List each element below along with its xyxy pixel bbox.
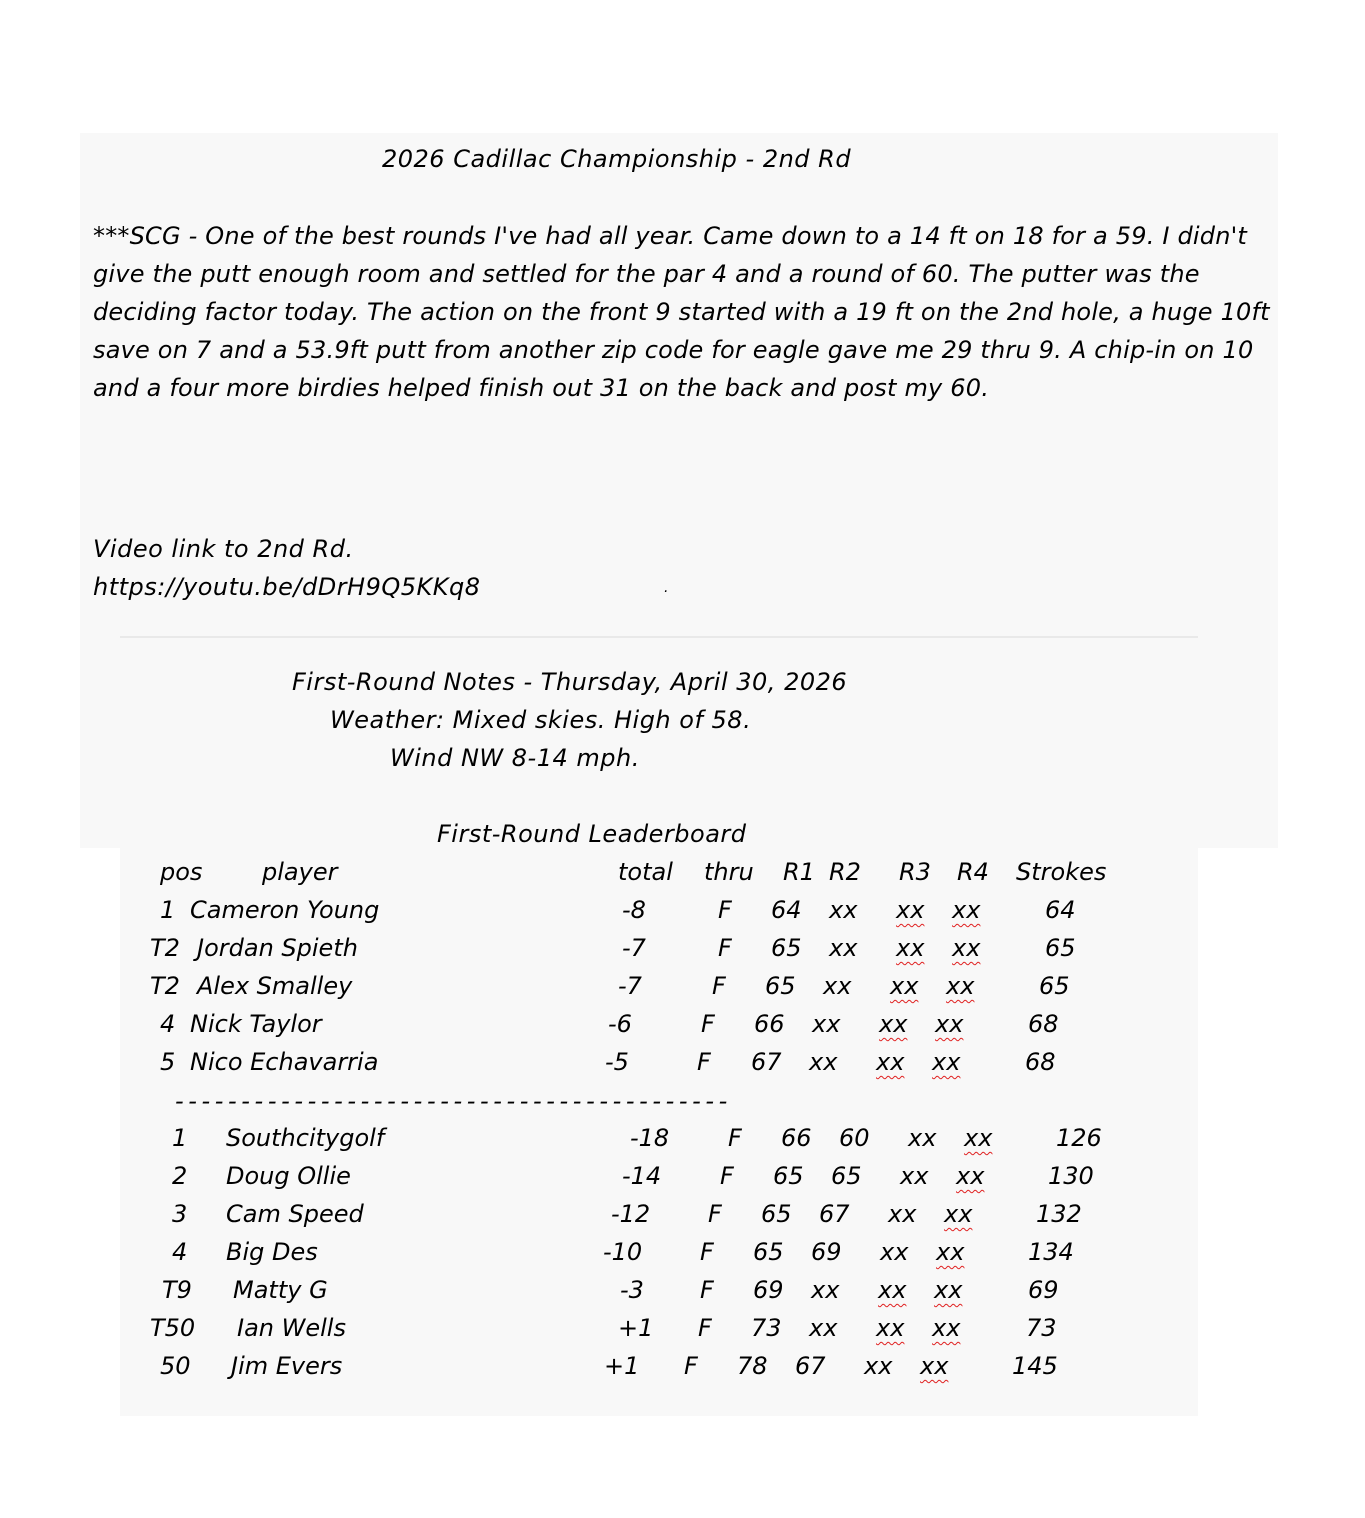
row-strokes: 73 bbox=[1026, 1314, 1057, 1342]
section-divider bbox=[120, 636, 1198, 638]
row-player: Nico Echavarria bbox=[190, 1048, 379, 1076]
row-strokes: 130 bbox=[1048, 1162, 1094, 1190]
row-r3: xx bbox=[896, 896, 925, 924]
report-title: 2026 Cadillac Championship - 2nd Rd bbox=[382, 145, 852, 173]
row-r4: xx bbox=[964, 1124, 993, 1152]
row-r3: xx bbox=[900, 1162, 929, 1190]
notes-wind: Wind NW 8-14 mph. bbox=[390, 744, 640, 772]
row-strokes: 145 bbox=[1012, 1352, 1058, 1380]
row-player: Nick Taylor bbox=[190, 1010, 322, 1038]
row-r4: xx bbox=[934, 1276, 963, 1304]
row-r2: 65 bbox=[831, 1162, 862, 1190]
row-r2: xx bbox=[812, 1010, 841, 1038]
row-pos: T9 bbox=[162, 1276, 192, 1304]
row-total: -10 bbox=[603, 1238, 643, 1266]
row-player: Alex Smalley bbox=[197, 972, 353, 1000]
row-total: +1 bbox=[618, 1314, 654, 1342]
row-r1: 73 bbox=[751, 1314, 782, 1342]
row-r2: 69 bbox=[811, 1238, 842, 1266]
row-player: Cam Speed bbox=[226, 1200, 364, 1228]
leaderboard-title: First-Round Leaderboard bbox=[437, 820, 747, 848]
header-player: player bbox=[262, 858, 338, 886]
row-pos: T2 bbox=[150, 934, 180, 962]
row-r4: xx bbox=[944, 1200, 973, 1228]
row-pos: 4 bbox=[160, 1010, 176, 1038]
row-r4: xx bbox=[952, 896, 981, 924]
row-r1: 65 bbox=[765, 972, 796, 1000]
row-total: +1 bbox=[604, 1352, 640, 1380]
row-r3: xx bbox=[888, 1200, 917, 1228]
header-r3: R3 bbox=[899, 858, 931, 886]
row-thru: F bbox=[728, 1124, 742, 1152]
row-pos: 50 bbox=[160, 1352, 191, 1380]
row-r2: 67 bbox=[795, 1352, 826, 1380]
video-label: Video link to 2nd Rd. bbox=[93, 535, 354, 563]
header-r2: R2 bbox=[829, 858, 861, 886]
row-player: Matty G bbox=[233, 1276, 328, 1304]
row-pos: 5 bbox=[160, 1048, 176, 1076]
row-strokes: 68 bbox=[1025, 1048, 1056, 1076]
row-r3: xx bbox=[876, 1048, 905, 1076]
row-r2: xx bbox=[829, 896, 858, 924]
row-thru: F bbox=[684, 1352, 698, 1380]
row-thru: F bbox=[718, 934, 732, 962]
leaderboard-divider: ------------------------------------------ bbox=[175, 1087, 732, 1115]
row-r1: 65 bbox=[771, 934, 802, 962]
leaderboard-row bbox=[0, 967, 1365, 1005]
row-r4: xx bbox=[936, 1238, 965, 1266]
leaderboard-row bbox=[0, 1271, 1365, 1309]
row-player: Jordan Spieth bbox=[197, 934, 358, 962]
row-r2: xx bbox=[809, 1048, 838, 1076]
row-r4: xx bbox=[932, 1314, 961, 1342]
row-r3: xx bbox=[864, 1352, 893, 1380]
row-r4: xx bbox=[935, 1010, 964, 1038]
row-r4: xx bbox=[932, 1048, 961, 1076]
row-thru: F bbox=[720, 1162, 734, 1190]
leaderboard-row bbox=[0, 1157, 1365, 1195]
row-thru: F bbox=[697, 1048, 711, 1076]
row-player: Southcitygolf bbox=[226, 1124, 385, 1152]
row-total: -7 bbox=[622, 934, 646, 962]
row-r3: xx bbox=[908, 1124, 937, 1152]
row-r3: xx bbox=[896, 934, 925, 962]
row-total: -12 bbox=[611, 1200, 651, 1228]
row-pos: 2 bbox=[172, 1162, 188, 1190]
header-pos: pos bbox=[160, 858, 203, 886]
row-r2: xx bbox=[809, 1314, 838, 1342]
row-strokes: 65 bbox=[1039, 972, 1070, 1000]
notes-heading: First-Round Notes - Thursday, April 30, 2026 bbox=[292, 668, 848, 696]
leaderboard-row bbox=[0, 891, 1365, 929]
row-thru: F bbox=[698, 1314, 712, 1342]
row-total: -3 bbox=[620, 1276, 644, 1304]
row-total: -5 bbox=[605, 1048, 629, 1076]
row-total: -6 bbox=[608, 1010, 632, 1038]
row-r2: xx bbox=[829, 934, 858, 962]
row-player: Ian Wells bbox=[237, 1314, 346, 1342]
row-thru: F bbox=[700, 1238, 714, 1266]
header-r4: R4 bbox=[957, 858, 989, 886]
leaderboard-row bbox=[0, 1347, 1365, 1385]
row-pos: T2 bbox=[150, 972, 180, 1000]
leaderboard-row bbox=[0, 929, 1365, 967]
row-total: -7 bbox=[618, 972, 642, 1000]
row-thru: F bbox=[718, 896, 732, 924]
leaderboard-row bbox=[0, 1043, 1365, 1081]
row-r3: xx bbox=[876, 1314, 905, 1342]
stray-mark: . bbox=[664, 580, 669, 596]
row-r4: xx bbox=[956, 1162, 985, 1190]
header-r1: R1 bbox=[783, 858, 815, 886]
row-r4: xx bbox=[920, 1352, 949, 1380]
row-r3: xx bbox=[880, 1238, 909, 1266]
row-r1: 65 bbox=[753, 1238, 784, 1266]
row-r2: 67 bbox=[819, 1200, 850, 1228]
row-r1: 67 bbox=[751, 1048, 782, 1076]
row-r1: 65 bbox=[773, 1162, 804, 1190]
row-strokes: 69 bbox=[1028, 1276, 1059, 1304]
row-player: Jim Evers bbox=[231, 1352, 343, 1380]
row-r1: 78 bbox=[737, 1352, 768, 1380]
row-strokes: 65 bbox=[1045, 934, 1076, 962]
leaderboard-header bbox=[0, 853, 1365, 891]
row-player: Doug Ollie bbox=[226, 1162, 351, 1190]
row-r3: xx bbox=[878, 1276, 907, 1304]
row-r2: xx bbox=[823, 972, 852, 1000]
leaderboard-row bbox=[0, 1195, 1365, 1233]
row-r1: 66 bbox=[754, 1010, 785, 1038]
header-strokes: Strokes bbox=[1016, 858, 1107, 886]
row-strokes: 64 bbox=[1045, 896, 1076, 924]
row-r4: xx bbox=[946, 972, 975, 1000]
row-r3: xx bbox=[879, 1010, 908, 1038]
row-pos: 1 bbox=[160, 896, 176, 924]
row-r1: 64 bbox=[771, 896, 802, 924]
row-r1: 66 bbox=[781, 1124, 812, 1152]
header-thru: thru bbox=[704, 858, 754, 886]
video-link[interactable]: https://youtu.be/dDrH9Q5KKq8 bbox=[93, 573, 481, 601]
row-r4: xx bbox=[952, 934, 981, 962]
row-total: -14 bbox=[622, 1162, 662, 1190]
row-player: Cameron Young bbox=[190, 896, 380, 924]
row-r1: 65 bbox=[761, 1200, 792, 1228]
row-r2: 60 bbox=[839, 1124, 870, 1152]
row-strokes: 132 bbox=[1036, 1200, 1082, 1228]
leaderboard-row bbox=[0, 1119, 1365, 1157]
row-strokes: 134 bbox=[1028, 1238, 1074, 1266]
row-thru: F bbox=[700, 1276, 714, 1304]
row-r1: 69 bbox=[753, 1276, 784, 1304]
row-r2: xx bbox=[811, 1276, 840, 1304]
row-pos: 3 bbox=[172, 1200, 188, 1228]
header-total: total bbox=[618, 858, 673, 886]
report-body: ***SCG - One of the best rounds I've had all year. Came down to a 14 ft on 18 for a 59. I didn't give the putt enough room and settled for the par 4 and a round of 60. The putter was the deciding factor today. The action on the front 9 started with a 19 ft on the 2nd hole, a huge 10ft save on 7 and a 53.9ft putt from another zip code for eagle gave me 29 thru 9. A chip-in on 10 and a four more birdies helped finish out 31 on the back and post my 60. bbox=[93, 222, 1270, 402]
row-thru: F bbox=[712, 972, 726, 1000]
leaderboard-row bbox=[0, 1005, 1365, 1043]
notes-weather: Weather: Mixed skies. High of 58. bbox=[330, 706, 752, 734]
leaderboard-row bbox=[0, 1233, 1365, 1271]
row-pos: T50 bbox=[150, 1314, 196, 1342]
row-thru: F bbox=[701, 1010, 715, 1038]
row-thru: F bbox=[708, 1200, 722, 1228]
row-strokes: 126 bbox=[1056, 1124, 1102, 1152]
leaderboard-row bbox=[0, 1309, 1365, 1347]
row-player: Big Des bbox=[226, 1238, 318, 1266]
row-strokes: 68 bbox=[1028, 1010, 1059, 1038]
row-pos: 1 bbox=[172, 1124, 188, 1152]
row-total: -18 bbox=[630, 1124, 670, 1152]
row-pos: 4 bbox=[172, 1238, 188, 1266]
row-total: -8 bbox=[622, 896, 646, 924]
row-r3: xx bbox=[890, 972, 919, 1000]
